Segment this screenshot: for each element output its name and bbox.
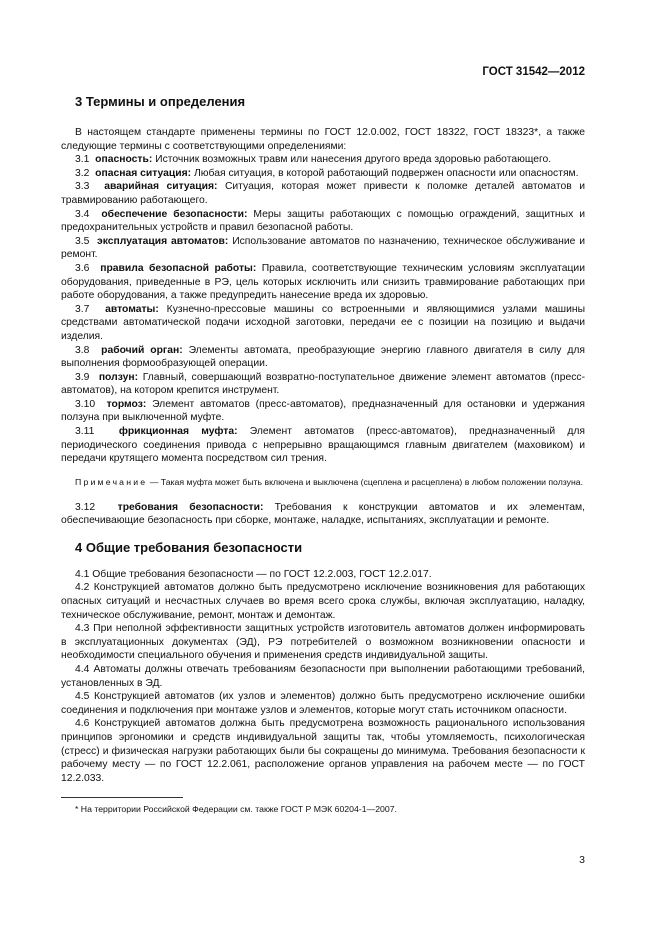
page-number: 3 [579,854,585,866]
term-name: эксплуатация автоматов: [97,235,229,247]
term-item [61,262,585,303]
term-number: 3.1 [75,154,90,166]
term-name: рабочий орган: [101,344,183,356]
term-definition: Любая ситуация, в которой работающий подвержен опасности или опасностям. [194,167,579,179]
term-item [61,371,585,398]
term-name: автоматы: [105,303,159,315]
term-name: опасность: [95,154,153,166]
term-item [61,344,585,371]
requirement-paragraph: 4.2 Конструкцией автоматов должно быть предусмотрено исключение возникновения для работающих опасных ситуаций и несчастных случаев во время всего срока службы, включая эксплуатацию, наладку, техническое обслуживание, ремонт, монтаж и демонтаж. [61,582,585,621]
term-definition: Использование автоматов по назначению, техническое обслуживание и ремонт. [61,235,585,261]
term-item [61,153,585,167]
term-number: 3.5 [75,235,90,247]
term-item [61,501,585,528]
term-number: 3.4 [75,208,90,220]
term-item [61,425,585,466]
term-definition: Ситуация, которая может привести к поломке деталей автоматов и травмированию работающего. [61,181,586,206]
term-definition: Источник возможных травм или нанесения другого вреда здоровью работающего. [155,154,552,166]
term-definition: Элемент автоматов (пресс-автоматов), предназначенный для остановки и удержания ползуна при выключенной муфте. [61,398,586,424]
section-3-intro: В настоящем стандарте применены термины по ГОСТ 12.0.002, ГОСТ 18322, ГОСТ 18323*, а также следующие термины с соответствующими определениями: [61,127,585,152]
term-name: аварийная ситуация: [104,181,218,193]
section-4-paragraphs [61,568,585,786]
section-4-title: 4 Общие требования безопасности [75,539,303,555]
term-number: 3.9 [75,371,90,383]
term-number: 3.8 [75,344,90,356]
requirement-paragraph: 4.1 Общие требования безопасности — по ГОСТ 12.2.003, ГОСТ 12.2.017. [75,568,432,580]
term-name: ползун: [98,371,139,383]
term-name: фрикционная муфта: [118,426,238,438]
term-number: 3.3 [75,181,90,193]
term-definition: Главный, совершающий возвратно-поступательное движение элемент автоматов (пресс-автоматов), на котором крепится инструмент. [61,371,586,397]
term-number: 3.12 [75,501,96,513]
term-name: опасная ситуация: [95,167,192,179]
term-number: 3.2 [75,167,90,179]
document-code: ГОСТ 31542—2012 [482,66,585,78]
term-item [61,180,585,207]
requirement-paragraph: 4.6 Конструкцией автоматов должна быть предусмотрена возможность рационального использования принципов эргономики и средств индивидуальной защиты так, чтобы утомляемость, психологическая (стресс) и физическая нагрузки работающих были бы сокращены до минимума. Требования безопасности к рабочему месту — по ГОСТ 12.2.061, расположение органов управления на рабочем месте — по ГОСТ 12.2.033. [61,718,585,784]
footnote: * На территории Российской Федерации см. также ГОСТ Р МЭК 60204-1—2007. [75,804,397,814]
term-definition: Меры защиты работающих с помощью ограждений, защитных и предохранительных устройств и правил безопасной работы. [61,208,586,234]
term-definition: Требования к конструкции автоматов и их элементам, обеспечивающие безопасность при сборке, монтаже, наладке, испытаниях, эксплуатации и ремонте. [61,501,586,527]
section-3-title: 3 Термины и определения [75,94,246,109]
term-item [61,208,585,235]
requirement-paragraph: 4.3 При неполной эффективности защитных устройств изготовитель автоматов должен информировать в эксплуатационных документах (ЭД), РЭ потребителей о возможном возникновении опасности и необходимости специального обучения и применения средств индивидуальной защиты. [61,623,585,662]
term-definition: Элемент автоматов (пресс-автоматов), предназначенный для периодического соединения привода с непрерывно вращающимся главным двигателем (маховиком) и передачи крутящего момента посредством сил трения. [61,426,585,465]
terms-list [61,153,585,466]
requirement-paragraph: 4.5 Конструкцией автоматов (их узлов и элементов) должно быть предусмотрено исключение ошибки соединения и подключения при монтаже узлов и элементов, которые могут стать источником опасности. [61,691,585,716]
term-number: 3.6 [75,262,90,274]
term-name: обеспечение безопасности: [101,208,248,220]
term-item [61,167,585,181]
note-label: Примечание [75,476,148,487]
term-item [61,303,585,344]
term-number: 3.7 [75,303,90,315]
note [61,476,585,489]
footnote-divider [61,797,183,798]
note-text: — Такая муфта может быть включена и выключена (сцеплена и расцеплена) в любом положении ползуна. [147,476,584,487]
term-name: правила безопасной работы: [100,262,257,274]
term-item [61,235,585,262]
term-definition: Правила, соответствующие техническим условиям эксплуатации оборудования, приведенные в РЭ, цель которых исключить или снизить травмирование работающих при работе оборудования, а также предупредить нанесение вреда их здоровью. [61,262,585,302]
term-number: 3.11 [75,426,95,438]
term-number: 3.10 [75,398,96,410]
term-name: тормоз: [106,398,147,410]
term-definition: Элементы автомата, преобразующие энергию главного двигателя в силу для выполнения формообразующей операции. [61,344,586,370]
main-content [61,94,585,785]
term-item [61,398,585,425]
term-definition: Кузнечно-прессовые машины со встроенными и являющимися узлами машины средствами автоматической подачи исходной заготовки, передачи ее с позиции на позицию и выдачи изделия. [61,303,585,342]
term-name: требования безопасности: [117,501,264,513]
requirement-paragraph: 4.4 Автоматы должны отвечать требованиям безопасности при выполнении работающими требований, установленных в ЭД. [61,663,585,689]
